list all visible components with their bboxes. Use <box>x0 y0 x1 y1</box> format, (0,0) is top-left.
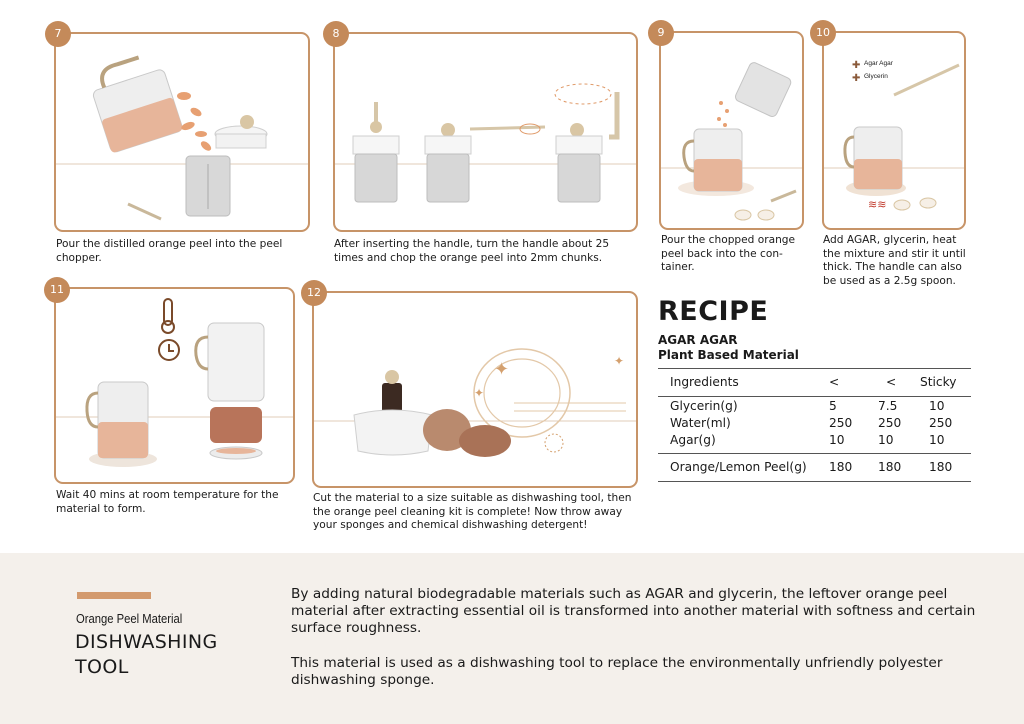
step-11-caption: Wait 40 mins at room temperature for the material to form. <box>56 489 279 515</box>
recipe-cell: 180 <box>878 460 902 474</box>
recipe-row-agar: Agar(g) <box>670 433 716 447</box>
glycerin-label: Glycerin <box>864 73 888 80</box>
recipe-cell: 250 <box>929 416 953 430</box>
recipe-row-glycerin: Glycerin(g) <box>670 399 738 413</box>
recipe-cell: 250 <box>878 416 902 430</box>
recipe-header-sticky: Sticky <box>920 375 957 389</box>
step-7-illustration <box>54 32 310 232</box>
recipe-row-peel: Orange/Lemon Peel(g) <box>670 460 807 474</box>
footer-description-1: By adding natural biodegradable materials such as AGAR and glycerin, the leftover orange peel material after extracting essential oil is transformed into another material with softness and certain surface roughness. <box>291 586 976 636</box>
recipe-subtitle-agar: AGAR AGAR <box>658 333 738 347</box>
recipe-cell: 10 <box>929 399 945 413</box>
cooling-illustration <box>56 289 295 484</box>
recipe-header-col1: < <box>829 375 840 389</box>
recipe-rule-middle <box>658 453 971 454</box>
footer-title-line2: TOOL <box>75 656 129 678</box>
recipe-subtitle-material: Plant Based Material <box>658 348 799 362</box>
step-number-badge: 10 <box>810 20 836 46</box>
step-number-badge: 7 <box>45 21 71 47</box>
recipe-cell: 5 <box>829 399 837 413</box>
recipe-cell: 7.5 <box>878 399 898 413</box>
pour-back-illustration <box>661 33 804 230</box>
footer-accent-bar <box>77 592 151 599</box>
step-number-badge: 11 <box>44 277 70 303</box>
recipe-title: RECIPE <box>658 296 769 327</box>
recipe-rule-top <box>658 368 971 369</box>
recipe-cell: 10 <box>878 433 894 447</box>
heat-mix-illustration <box>824 33 966 230</box>
svg-text:✚: ✚ <box>852 60 861 71</box>
recipe-header-ingredients: Ingredients <box>670 375 739 389</box>
recipe-row-water: Water(ml) <box>670 416 731 430</box>
step-12-illustration <box>312 291 638 488</box>
step-9-illustration <box>659 31 804 230</box>
step-number-badge: 9 <box>648 20 674 46</box>
step-12-caption: Cut the material to a size suitable as dishwashing tool, then the orange peel cleaning kit is complete! Now throw away your sponges and chemical dishwashing detergent! <box>313 492 632 531</box>
svg-text:✦: ✦ <box>474 386 485 400</box>
svg-text:✦: ✦ <box>494 359 510 380</box>
step-11-illustration <box>54 287 295 484</box>
step-number-badge: 12 <box>301 280 327 306</box>
recipe-rule-header <box>658 396 971 397</box>
footer-title-line1: DISHWASHING <box>75 631 218 653</box>
svg-text:✦: ✦ <box>614 354 625 368</box>
svg-text:✚: ✚ <box>852 73 861 84</box>
peel-chopper-pour-illustration <box>56 34 310 232</box>
step-number-badge: 8 <box>323 21 349 47</box>
finished-kit-illustration <box>314 293 638 488</box>
footer-description-2: This material is used as a dishwashing tool to replace the environmentally unfriendly polyester dishwashing sponge. <box>291 655 943 688</box>
recipe-cell: 10 <box>929 433 945 447</box>
step-8-caption: After inserting the handle, turn the handle about 25 times and chop the orange peel into 2mm chunks. <box>334 238 610 264</box>
recipe-cell: 180 <box>829 460 853 474</box>
recipe-cell: 10 <box>829 433 845 447</box>
step-9-caption: Pour the chopped orange peel back into the con-tainer. <box>661 234 796 273</box>
handle-chopping-illustration <box>335 34 638 232</box>
footer-kicker: Orange Peel Material <box>76 612 183 626</box>
step-8-illustration <box>333 32 638 232</box>
recipe-cell: 250 <box>829 416 853 430</box>
step-10-illustration <box>822 31 966 230</box>
recipe-header-col2: < <box>886 375 897 389</box>
recipe-rule-bottom <box>658 481 971 482</box>
recipe-cell: 180 <box>929 460 953 474</box>
agar-agar-label: Agar Agar <box>864 60 893 67</box>
step-7-caption: Pour the distilled orange peel into the peel chopper. <box>56 238 283 264</box>
svg-text:≋≋: ≋≋ <box>868 198 887 211</box>
step-10-caption: Add AGAR, glycerin, heat the mixture and stir it until thick. The handle can also be used as a 2.5g spoon. <box>823 234 966 287</box>
